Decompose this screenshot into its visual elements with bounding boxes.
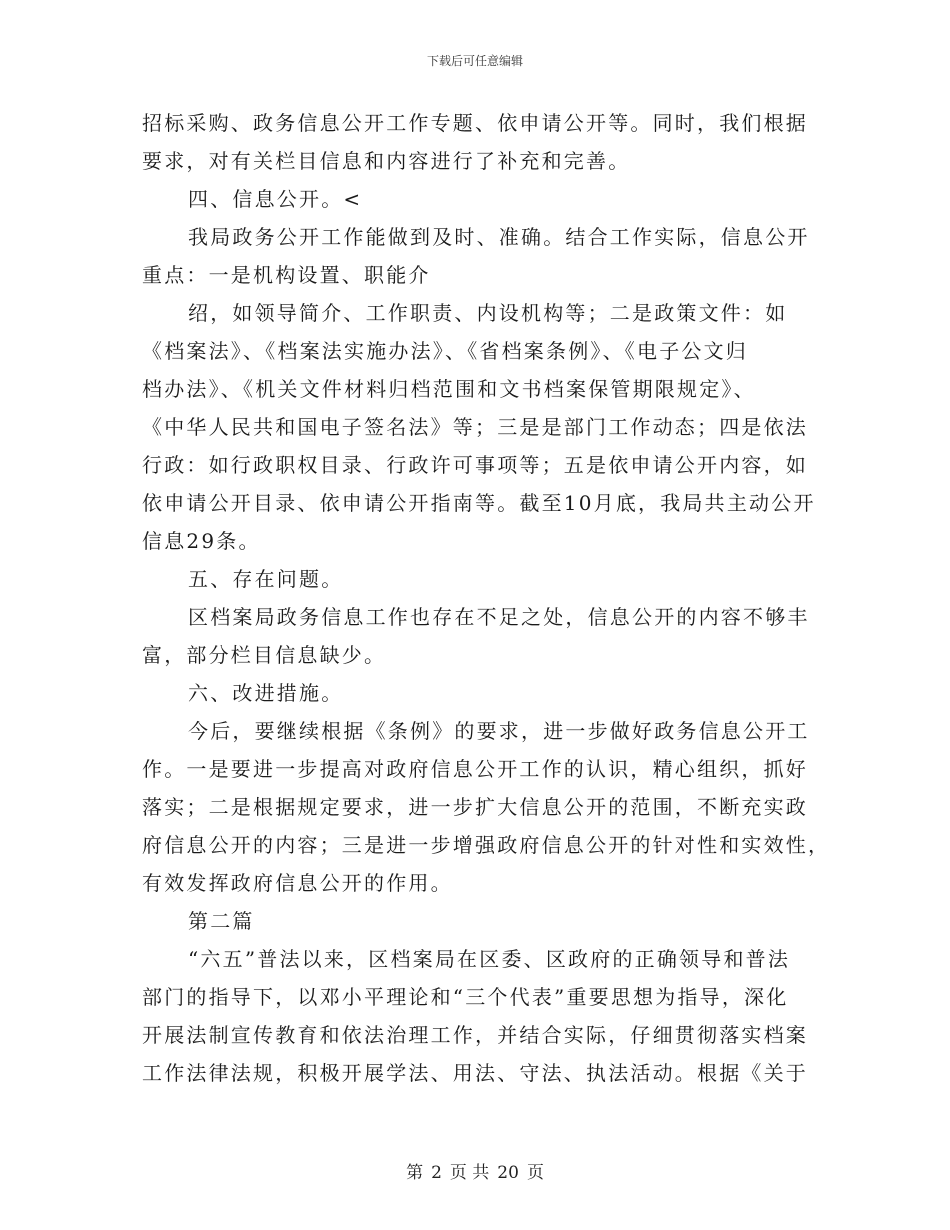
text-line: 五、存在问题。	[188, 567, 344, 591]
text-line: 府信息公开的内容；三是进一步增强政府信息公开的针对性和实效性，	[142, 833, 831, 857]
text-line: 《档案法》、《档案法实施办法》、《省档案条例》、《电子公文归	[142, 339, 748, 363]
text-line: 信息29条。	[142, 529, 261, 553]
text-line: 招标采购、政务信息公开工作专题、依申请公开等。同时，我们根据	[142, 111, 808, 135]
text-line: 六、改进措施。	[188, 681, 344, 705]
text-line: 我局政务公开工作能做到及时、准确。结合工作实际，信息公开	[188, 225, 810, 249]
text-line: 有效发挥政府信息公开的作用。	[142, 871, 453, 895]
text-line: 《中华人民共和国电子签名法》等；三是是部门工作动态；四是依法	[142, 415, 808, 439]
text-line: 工作法律法规，积极开展学法、用法、守法、执法活动。根据《关于	[142, 1061, 808, 1085]
footer-middle: 页 共	[449, 1163, 490, 1183]
text-line: 落实；二是根据规定要求，进一步扩大信息公开的范围，不断充实政	[142, 795, 808, 819]
text-line: 重点：一是机构设置、职能介	[142, 263, 431, 287]
text-line: 档办法》、《机关文件材料归档范围和文书档案保管期限规定》、	[142, 377, 756, 401]
text-line: 富，部分栏目信息缺少。	[142, 643, 387, 667]
document-body	[142, 104, 831, 1092]
text-line: 绍，如领导简介、工作职责、内设机构等；二是政策文件：如	[188, 301, 788, 325]
total-pages: 20	[497, 1163, 519, 1183]
page-header: 下载后可任意编辑	[426, 54, 523, 68]
text-line: 作。一是要进一步提高对政府信息公开工作的认识，精心组织，抓好	[142, 757, 808, 781]
text-line: 部门的指导下，以邓小平理论和“三个代表”重要思想为指导，深化	[142, 985, 789, 1009]
footer-suffix: 页	[526, 1163, 544, 1183]
text-line: 行政：如行政职权目录、行政许可事项等；五是依申请公开内容，如	[142, 453, 808, 477]
text-line: 四、信息公开。<	[188, 187, 363, 211]
text-line: “六五”普法以来，区档案局在区委、区政府的正确领导和普法	[188, 947, 791, 971]
text-line: 依申请公开目录、依申请公开指南等。截至10月底，我局共主动公开	[142, 491, 816, 515]
page-number: 2	[431, 1163, 442, 1183]
footer-prefix: 第	[406, 1163, 424, 1183]
text-line: 要求，对有关栏目信息和内容进行了补充和完善。	[142, 149, 631, 173]
text-line: 区档案局政务信息工作也存在不足之处，信息公开的内容不够丰	[188, 605, 810, 629]
text-line: 第二篇	[188, 909, 255, 933]
page-footer	[0, 1158, 950, 1183]
text-line: 今后，要继续根据《条例》的要求，进一步做好政务信息公开工	[188, 719, 810, 743]
text-line: 开展法制宣传教育和依法治理工作，并结合实际，仔细贯彻落实档案	[142, 1023, 808, 1047]
